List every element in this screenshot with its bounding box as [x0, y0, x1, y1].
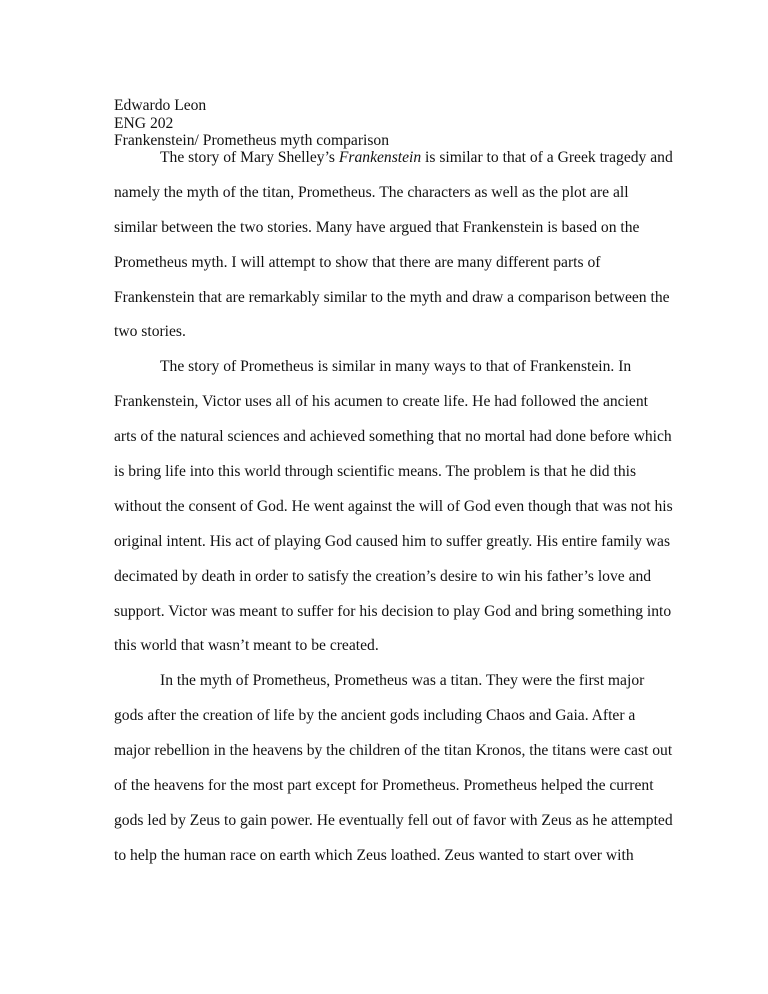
- paragraph-2-line-1: The story of Prometheus is similar in many ways to that of Frankenstein. In: [160, 358, 632, 376]
- paragraph-2-line-8: support. Victor was meant to suffer for his decision to play God and bring something into: [114, 602, 672, 620]
- text-run: The story of Mary Shelley’s: [160, 149, 339, 166]
- paragraph-2-line-4: is bring life into this world through scientific means. The problem is that he did this: [114, 463, 637, 481]
- paragraph-2-line-6: original intent. His act of playing God caused him to suffer greatly. His entire family was: [114, 532, 671, 550]
- paragraph-3-line-4: of the heavens for the most part except for Prometheus. Prometheus helped the current: [114, 777, 654, 795]
- paragraph-3-line-6: to help the human race on earth which Zeus loathed. Zeus wanted to start over with: [114, 846, 634, 864]
- paragraph-1-line-1: [114, 141, 674, 176]
- paragraph-1-line-6: two stories.: [114, 323, 186, 341]
- paragraph-3-line-2: gods after the creation of life by the ancient gods including Chaos and Gaia. After a: [114, 707, 636, 725]
- paragraph-1-line-4: Prometheus myth. I will attempt to show that there are many different parts of: [114, 253, 601, 271]
- paragraph-3-line-5: gods led by Zeus to gain power. He eventually fell out of favor with Zeus as he attempted: [114, 811, 673, 829]
- paragraph-1-line-3: similar between the two stories. Many have argued that Frankenstein is based on the: [114, 218, 640, 236]
- book-title-italic: Frankenstein: [338, 149, 422, 166]
- essay-body: [114, 141, 674, 874]
- essay-title: Frankenstein/ Prometheus myth comparison: [114, 132, 390, 149]
- paragraph-2-line-9: this world that wasn’t meant to be created.: [114, 637, 379, 655]
- paragraph-1-line-5: Frankenstein that are remarkably similar to the myth and draw a comparison between the: [114, 288, 670, 306]
- paragraph-2-line-5: without the consent of God. He went against the will of God even though that was not his: [114, 497, 673, 515]
- paragraph-3-line-1: In the myth of Prometheus, Prometheus was a titan. They were the first major: [160, 672, 645, 690]
- author-name: Edwardo Leon: [114, 97, 207, 114]
- paragraph-3-line-3: major rebellion in the heavens by the children of the titan Kronos, the titans were cast out: [114, 742, 673, 760]
- course-code: ENG 202: [114, 114, 174, 132]
- paragraph-2-line-7: decimated by death in order to satisfy the creation’s desire to win his father’s love and: [114, 567, 652, 585]
- paragraph-2-line-3: arts of the natural sciences and achieved something that no mortal had done before which: [114, 428, 672, 446]
- paragraph-2-line-2: Frankenstein, Victor uses all of his acumen to create life. He had followed the ancient: [114, 393, 648, 411]
- text-run: is similar to that of a Greek tragedy and: [421, 149, 673, 166]
- paragraph-1-line-2: namely the myth of the titan, Prometheus. The characters as well as the plot are all: [114, 183, 629, 201]
